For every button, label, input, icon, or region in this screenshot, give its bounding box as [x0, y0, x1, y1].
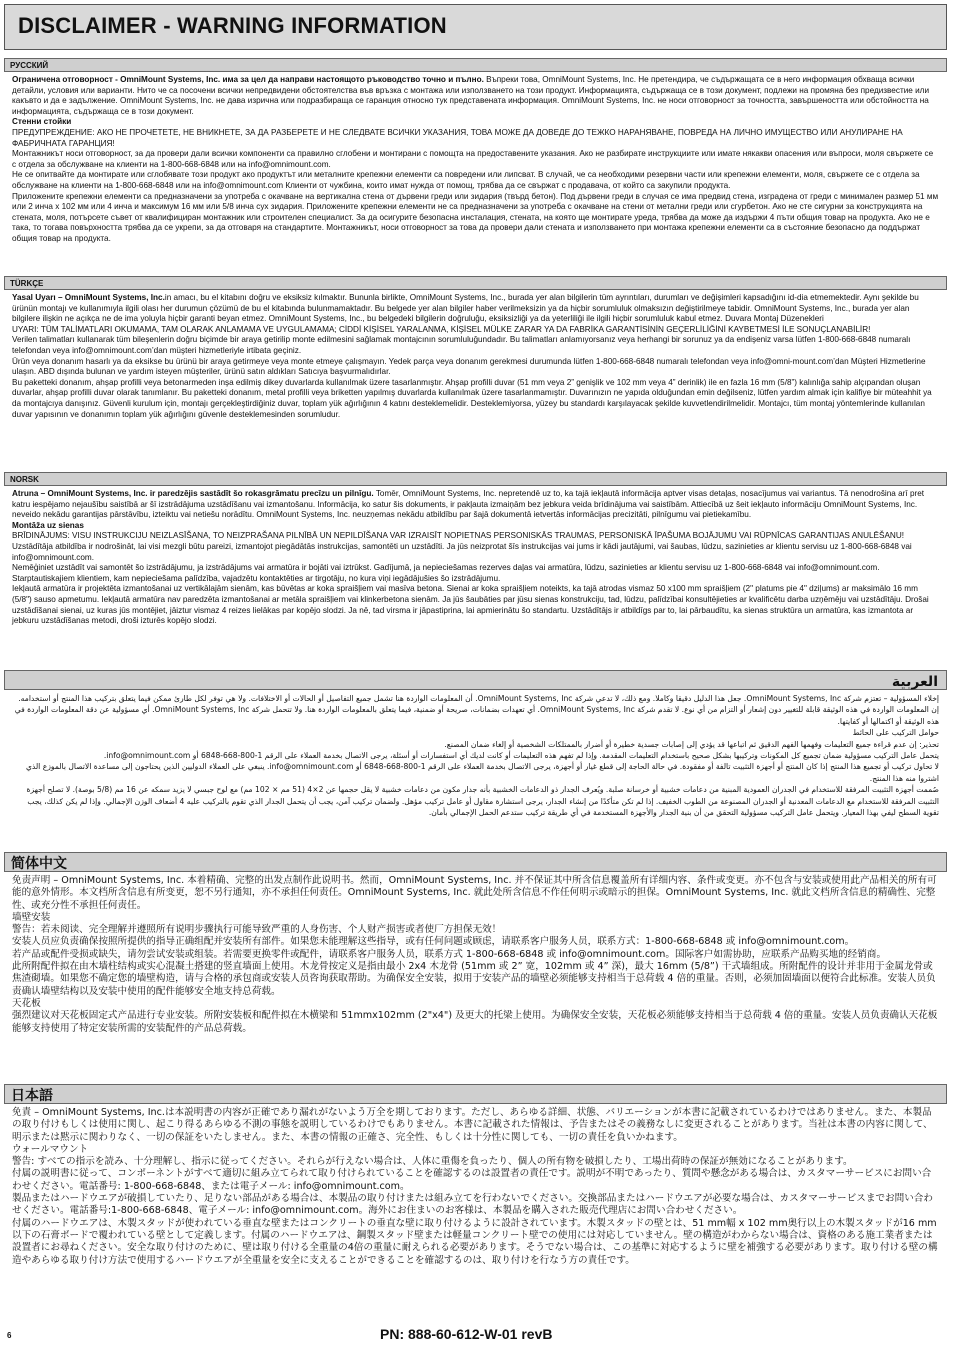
paragraph: Ürün veya donanım hasarlı ya da eksikse bu ürünü bir araya getirmeye veya monte etmeye çalışmayın. Yedek parça veya donanım gerekmesi durumunda lütfen 1-800-668-6848 numaralı telefondan veya info@omni-mount.com’dan Müşteri Hizmetlerine ulaşın. ABD dışında bulunan ve yardım isteyen müşteriler, ürünü satın aldıkları Satıcıya başvurmalıdırlar. — [12, 356, 926, 377]
paragraph: 警告: すべての指示を読み、十分理解し、指示に従ってください。それらが行えない場合は、人体に重傷を負ったり、個人の所有物を破損したり、工場出荷時の保証が無効になることがあります。 — [12, 1156, 853, 1168]
section-body-arabic — [4, 692, 947, 850]
paragraph: 若产品或配件受损或缺失，请勿尝试安装或组装。若需要更换零件或配件，请联系客户服务人员，联系方式 1-800-668-6848 或 info@omnimount.com。国际客户如需协助，应联系产品购买地的经销商。 — [12, 948, 887, 960]
section-body-turkish — [4, 292, 947, 470]
paragraph: Bu paketteki donanım, ahşap profilli veya betonarmeden inşa edilmiş dikey duvarlarda kullanılmak üzere tasarlanmıştır. Ahşap profilli duvar (51 mm veya 2” genişlik ve 102 mm veya 4” derinlik) ile en fazla 16 mm (5/8”) kalınlığa sahip alçıpandan oluşan duvarlar, ahşap profilli duvar olarak tanımlanır. Bu paketteki donanım, metal profilli veya briketten yapılmış duvarlarda kullanılmak üzere tasarlanmamıştır. Duvarınızın ne yapıda olduğundan emin değilseniz, lütfen yardım almak için kalifiye bir müteahhit ya da montajcıya danışınız. Güvenli kurulum için, montajı gerçekleştirdiğiniz duvar, toplam yük ağırlığının 4 katını desteklemelidir. Desteklemiyorsa, yüzey bu standardı karşılayacak şekilde kuvvetlendirilmelidir. Montajcı, tüm montaj yöntemlerinde kullanılan duvar yapısının ve donanımın toplam yük ağırlığını güvenle desteklemesinden sorumludur. — [12, 377, 932, 419]
subheading: Montāža uz sienas — [12, 520, 84, 530]
subheading: حوامل التركيب على الحائط — [852, 728, 939, 738]
section-header-label: 简体中文 — [11, 855, 67, 871]
title-bar — [4, 4, 947, 50]
section-header-label: TÜRKÇE — [10, 279, 44, 288]
paragraph: Iekļautā armatūra ir projektēta izmantošanai uz vertikālajām sienām, kas būvētas ar koka spraišļiem vai masīva betona. Sienai ar koka spraišļiem noteikts, ka tajā atrodas vismaz 50 x100 mm spraišļiem (2" platums pie 4" dziļums) ar maksimālo 16 mm (5/8") sauso apmetumu. Iekļautā armatūra nav paredzēta izmantošanai ar metāla spraišļiem vai klinkerbetona sienām. Ja jūs šaubāties par jūsu sienas konstrukciju, tad, lūdzu, palīdzībai konsultējieties ar kvalificētu darba uzņēmēju vai uzstādītāju. Drošai uzstādīšanai sienai, uz kuras jūs montējiet, jāiztur vismaz 4 reizes lielākas par kopējo slodzi. Ja nē, tad virsma ir jāpastiprina, lai apmierinātu šo standartu. Uzstādītājs ir atbildīgs par to, lai pārbaudītu, ka sienas struktūra un armatūra, kas izmantota ar jebkuru uzstādīšanas metodi, droši izturēs kopējo slodzi. — [12, 584, 929, 626]
paragraph: 付属のハードウエアは、木製スタッドが使われている垂直な壁またはコンクリートの垂直な壁に取り付けるように設計されています。木製スタッドの壁とは、51 mm幅 x 102 mm奥行以上の木製スタッドが16 mm以下の石膏ボードで覆われている壁として定義します。付属のハードウエアは、鋼製スタッド壁または軽量コンクリート壁での使用には対応していません。壁の構造がわからない場合は、資格のある施工業者または設置者にお尋ねください。安全な取り付けのために、壁は取り付ける全重量の4倍の重量に耐えられる必要があります。そうでない場合は、この基準に対応するように壁を補強する必要があります。取り付ける壁の構造やあらゆる取り付け方法で使用するハードウエアが全重量を安全に支えることができることを確認するのは、取り付けを行なう方の責任です。 — [12, 1217, 938, 1266]
section-body-russian — [4, 74, 947, 274]
paragraph: ПРЕДУПРЕЖДЕНИЕ: АКО НЕ ПРОЧЕТЕТЕ, НЕ ВНИКНЕТЕ, ЗА ДА РАЗБЕРЕТЕ И НЕ СЛЕДВАТЕ ВСИЧКИ УКАЗАНИЯ, ТОВА МОЖЕ ДА ДОВЕДЕ ДО ТЕЖКО НАРАНЯВАНЕ, ПОВРЕДА НА ЛИЧНО ИМУЩЕСТВО ИЛИ АНУЛИРАНЕ НА ФАБРИЧНАТА ГАРАНЦИЯ! — [12, 127, 903, 148]
section-body-norsk — [4, 488, 947, 670]
paragraph: 製品またはハードウエアが破損していたり、足りない部品がある場合は、本製品の取り付けまたは組み立てを行わないでください。交換部品またはハードウエアが必要な場合は、カスタマーサービスまでお問い合わせください。電話番号:1-800-668-6848、電子メール: info@omnimount.com。海外にお住まいのお客様は、本製品を購入された販売代理店にお問い合わせください。 — [12, 1193, 933, 1217]
section-header-label: РУССКИЙ — [10, 61, 49, 70]
section-header-russian — [4, 58, 947, 72]
section-body-japanese — [4, 1106, 947, 1330]
section-header-label: العربية — [891, 673, 938, 689]
paragraph: Приложените крепежни елементи са предназначени за употреба с окачване на вертикална стена от дървени греди или зидария (твърд бетон). Под дървени греди в случая се има предвид стена, изградена от греди с минимален размер 51 мм или 2 инча x 102 мм или 4 инча и максимум 16 мм или 5/8 инча сух зидария. Приложените крепежни елементи не са предназначени за употреба с окачване на стени от метални греди или сгурбетон. Ако не сте сигурни за конструкцията на стената, моля, потърсете съвет от квалифициран монтажник или строителен специалист. За да осигурите безопасна инсталация, стената, на която ще монтирате уреда, трябва да може да издържи 4 пъти общия товар на продукта. Ако не е така, то тогава повърхността трябва да се укрепи, за да отговаря на стандартите. Монтажникът, носи отговорност за това да провери дали стената и използването при монтажа крепежни елементи са в състояние безопасно да поддържат общия товар на продукта. — [12, 191, 939, 243]
paragraph: 付属の説明書に従って、コンポーネントがすべて適切に組み立てられて取り付けられていることを確認するのは設置者の責任です。説明が不明であったり、質問や懸念がある場合は、カスタマーサービスにお問い合わせください。電話番号: 1-800-668-6848、または電子メール: info@omnimount.com。 — [12, 1168, 932, 1192]
paragraph: 免责声明 – OmniMount Systems, Inc. 本着精确、完整的出发点制作此说明书。然而，OmniMount Systems, Inc. 并不保证其中所含信息覆盖所有详细内容、条件或变更。亦不包含与安装或使用此产品相关的所有可能的意外情形。本文档所含信息有所变更，恕不另行通知，亦不承担任何责任。OmniMount Systems, Inc. 就此处所含信息不作任何明示或暗示的担保。OmniMount Systems, Inc. 就此文档所含信息的精确性、完整性、或充分性不承担任何责任。 — [12, 875, 937, 911]
subheading: Стенни стойки — [12, 117, 72, 127]
section-header-turkish — [4, 276, 947, 290]
paragraph: تحذير: إن عدم قراءة جميع التعليمات وفهمها الفهم الدقيق ثم اتباعها قد يؤدي إلى إصابات جسدية خطيرة أو أضرار بالممتلكات الشخصية أو إلغاء ضمان المصنع. — [444, 739, 939, 749]
paragraph: 免責 – OmniMount Systems, Inc.は本説明書の内容が正確であり漏れがないよう万全を期しております。ただし、あらゆる詳細、状態、バリエーションが本書に記載されているわけではありません。また、本製品の取り付けもしくは使用に関し、起こり得るあらゆる不測の事態を説明しているわけでもありません。本書に記載された情報は、予告またはその義務なしに変更されることがあります。当社は本書の内容に関して、明示または黙示に関わりなく、一切の保証をいたしません。また、本書の情報の正確さ、完全性、もしくは十分性に関しても、一切の責任を負いかねます。 — [12, 1107, 933, 1143]
section-header-chinese — [4, 852, 947, 872]
paragraph: Не се опитвайте да монтирате или сглобявате този продукт ако продуктът или металните крепежни елементи са повредени или липсват. В случай, че са необходими резервни части или крепежни елементи, моля, свържете се с отдела за обслужване на клиенти на 1-800-668-6848 или на info@omnimount.com Клиенти от чужбина, които имат нужда от помощ, трябва да се свържат с продавача, от който са закупили продукта. — [12, 170, 920, 190]
paragraph: Atruna – OmniMount Systems, Inc. ir paredzējis sastādīt šo rokasgrāmatu precīzu un pilnīgu. Tomēr, OmniMount Systems, Inc. nepretendē uz to, ka tajā iekļautā informācija aptver visas detaļas, nosacījumus vai variantus. Tā nenodrošina arī pret katru iespējamo nejaušību saistībā ar šī izstrādājuma uzstādīšanu vai izmantošanu. Informācija, ko satur šis dokuments, ir pakļauta izmaiņām bez jebkura veida brīdinājuma vai saistībām. Attiecībā uz šeit iekļauto informāciju OmniMount Systems, Inc. neveido nekādu garantijas pārstāvību, izteiktu vai netiešu norādītu. OmniMount Systems, Inc. neuzņemas nekādu atbildību par šajā dokumentā ietvertās informācijas precizitāti, pilnīgumu vai pietiekamību. — [12, 489, 925, 520]
paragraph: Uzstādītāja atbildība ir nodrošināt, lai visi mezgli būtu pareizi, izmantojot piegādātās instrukcijas, samontēti un uzstādīti. Ja jūs neizprotat šīs instrukcijas vai jums ir kādi jautājumi, vai šaubas, lūdzu, sazinieties ar klientu servisu uz 1-800-668-6848 vai info@omnimount.com. — [12, 541, 912, 562]
paragraph: إخلاء المسؤولية – تعتزم شركة OmniMount Systems, Inc. جعل هذا الدليل دقيقا وكاملا. ومع ذلك، لا تدعي شركة OmniMount Systems, Inc. أن المعلومات الواردة هنا تشمل جميع التفاصيل أو الحالات أو الاختلافات. ولا هي توفر لكل طارئ ممكن فيما يتعلق بتركيب هذا المنتج أو استخدامه. إن المعلومات الواردة في هذه الوثيقة قابلة للتغيير دون إشعار أو التزام من أي نوع. لا تقدم شركة OmniMount Systems, Inc. أي تعهدات بضمانات، صريحة أو ضمنية، فيما يتعلق بالمعلومات الواردة هنا. ولا تتحمل شركة OmniMount Systems, Inc. أي مسؤولية عن دقة المعلومات الواردة في هذه الوثيقة أو اكتمالها أو كفايتها. — [14, 694, 939, 726]
paragraph: يتحمل عامل التركيب مسؤولية ضمان تجميع كل المكونات وتركيبها بشكل صحيح باستخدام التعليمات المقدمة. وإذا لم تفهم هذه التعليمات أو كانت لديك أي استفسارات أو أسئلة، يرجى الاتصال بخدمة العملاء على الرقم 1-800-668-6848 أو info@omnimount.com. — [103, 751, 939, 761]
section-header-label: NORSK — [10, 475, 39, 484]
paragraph: Verilen talimatları kullanarak tüm bileşenlerin doğru biçimde bir araya getirilip monte edilmesini sağlamak montajcının sorumluluğundadır. Bu talimatları anlamıyorsanız veya herhangi bir sorunuz ya da endişeniz varsa lütfen 1-800-668-6848 numaralı telefondan veya info@omnimount.com’dan müşteri hizmetleriyle irtibata geçiniz. — [12, 335, 911, 355]
page-number: 6 — [7, 1331, 12, 1340]
subheading: 天花板 — [12, 997, 41, 1009]
section-header-norsk — [4, 472, 947, 486]
paragraph: 强烈建议对天花板固定式产品进行专业安装。所附安装板和配件拟在木横梁和 51mmx102mm (2"x4") 及更大的托梁上使用。为确保安全安装，天花板必须能够支持相当于总荷载 4 倍的重量。安装人员负责确认天花板能够支持使用了特定安装所需的安装配件的产品总荷载。 — [12, 1010, 938, 1034]
paragraph: 警告：若未阅读、完全理解并遵照所有说明步骤执行可能导致严重的人身伤害、个人财产损害或者使厂方担保无效！ — [12, 924, 502, 936]
page-title: DISCLAIMER - WARNING INFORMATION — [18, 13, 447, 38]
paragraph: صُممت أجهزة التثبيت المرفقة للاستخدام في الجدران العمودية المبنية من دعامات خشبية أو خرسانة صلبة. ويُعرف الجدار ذو الدعامات الخشبية بأنه جدار مكون من دعامات خشبية لا يقل حجمها عن 2×4 (51 مم × 102 مم) مع لوح جبسي لا يزيد سمكه عن 16 مم (5/8 بوصة). لا تصلح أجهزة التثبيت المرفقة للاستخدام مع الدعامات المعدنية أو الجدران المصنوعة من الطوب الخفيف. إذا لم تكن متأكدًا من إنشاء الجدار، يرجى استشارة مقاول أو عامل تركيب مؤهل. ولضمان تركيب آمن، يجب أن يتحمل الجدار الذي تقوم بالتركيب عليه 4 أضعاف الوزن الإجمالي. وإذا لم يكن كذلك، يجب تقوية السطح ليفي بهذا المعيار. ويتحمل عامل التركيب مسؤولية التحقق من أن بنية الجدار والأجهزة المستخدمة في أي طريقة تركيب ستدعم الحمل الإجمالي بأمان. — [26, 785, 939, 818]
paragraph: Nemēģiniet uzstādīt vai samontēt šo izstrādājumu, ja izstrādājums vai armatūra ir bojāti vai iztrūkst. Gadījumā, ja nepieciešamas rezerves daļas vai armatūra, lūdzu, sazinieties ar klientu servisu uz 1-800-668-6848 vai info@omnimount.com. Starptautiskajiem klientiem, kam nepieciešama palīdzība, vajadzētu kontaktēties ar tirgotāju, no kura viņi iegādājušies šo izstrādājumu. — [12, 563, 880, 583]
paragraph: UYARI: TÜM TALİMATLARI OKUMAMA, TAM OLARAK ANLAMAMA VE UYGULAMAMA; CİDDİ KİŞİSEL YARALANMA, KİŞİSEL MÜLKE ZARAR YA DA FABRİKA GARANTİSİNİN GEÇERLİLİĞİNİ KAYBETMESİ İLE SONUÇLANABİLİR! — [12, 324, 871, 334]
paragraph: لا تحاول تركيب أو تجميع هذا المنتج إذا كان المنتج أو أجهزة التثبيت تالفة أو مفقودة. في حالة الحاجة إلى قطع غيار أو أجهزة، يرجى الاتصال بخدمة العملاء على الرقم 1-800-668-6848 أو info@omnimount.com. ينبغي على العملاء الدوليين الذين يحتاجون إلى مساعدة الاتصال بالموزع الذي اشتروا منه هذا المنتج. — [25, 762, 939, 783]
paragraph: 安装人员应负责确保按照所提供的指导正确组配并安装所有部件。如果您未能理解这些指导，或有任何问题或顾虑，请联系客户服务人员，联系方式：1-800-668-6848 或 info@omnimount.com。 — [12, 936, 855, 948]
paragraph: Yasal Uyarı – OmniMount Systems, Inc.in amacı, bu el kitabını doğru ve eksiksiz kılmaktır. Bununla birlikte, OmniMount Systems, Inc., burada yer alan bilgilerin tüm ayrıntıları, durumları ve değişimleri kapsadığını id-dia etmemektedir. Aynı şekilde bu ürünün montajı ve kullanımıyla ilgili olası her durumun çözümü de bu el kitabında bulunmamaktadır. Bu belgede yer alan bilgiler haber verilmeksizin ya da hiçbir sorumluluk olmaksızın değiştirilmeye tabidir. OmniMount Systems, Inc., burada yer alan bilgilere ilişkin ne açıkça ne de ima yoluyla hiçbir garanti beyan etmez. OmniMount Systems, Inc., bu belgedeki bilgilerin doğruluğu, eksiksizliği ya da yeterliliği ile ilgili hiçbir sorumluluk kabul etmez. Duvara Montaj Düzenekleri — [12, 293, 919, 324]
paragraph: Монтажникът носи отговорност, за да провери дали всички компоненти са правилно сглобени и монтирани с помощта на предоставените указания. Ако не разбирате инструкциите или имате някакви опасения или въпроси, моля свържете се с отдела за обслужване на клиенти на 1-800-668-6848 или на info@omnimount.com. — [12, 149, 934, 169]
paragraph: 此所附配件拟在由木墙柱结构或实心混凝土搭建的竖直墙面上使用。木龙骨按定义是指由最小 2x4 木龙骨 (51mm 或 2” 宽，102mm 或 4” 深)，最大 16mm (5/8”) 干式墙组成。所附配件的设计并非用于金属龙骨或焦渣砌墙。如果您不确定您的墙壁构造，请与合格的承包商或安装人员咨询获取帮助。为确保安全安装，拟用于安装产品的墙壁必须能够支持相当于总荷载 4 倍的重量。否则，必须加固墙面以便符合此标准。安装人员负责确认墙壁结构以及安装中使用的配件能够安全地支持总荷载。 — [12, 961, 936, 997]
subheading: 墙壁安装 — [12, 911, 51, 923]
section-header-label: 日本語 — [11, 1087, 53, 1103]
section-body-chinese — [4, 874, 947, 1082]
paragraph: BRĪDINĀJUMS: VISU INSTRUKCIJU NEIZLASĪŠANA, TO NEIZPRAŠANA PILNĪBĀ UN NEPILDĪŠANA VAR IZRAISĪT NOPIETNAS PERSONISKĀS TRAUMAS, PERSONISKĀ ĪPAŠUMA BOJĀJUMU VAI RŪPNĪCAS GARANTIJAS ANULĒŠANU! — [12, 531, 905, 541]
section-header-japanese — [4, 1084, 947, 1104]
document-page — [4, 4, 949, 1334]
part-number: PN: 888-60-612-W-01 revB — [380, 1326, 553, 1342]
section-header-arabic — [4, 670, 947, 690]
paragraph: Ограничена отговорност - OmniMount Systems, Inc. има за цел да направи настоящото ръководство точно и пълно. Въпреки това, OmniMount Systems, Inc. Не претендира, че съдържащата се в него информация обхваща всички детайли, условия или варианти. Нито че са посочени всички непредвидени обстоятелства във връзка с монтажа или използването на този продукт. Информацията, съдържаща се в този документ, подлежи на промяна без предизвестие или какъвто и да е задължение. OmniMount Systems, Inc. не дава изрична или подразбираща се гаранция относно тук представената информация. OmniMount Systems, Inc. не носи отговорност за точността, завършеността или обстойността на информацията, съдържаща се в този документ. — [12, 75, 930, 116]
subheading: ウォールマウント — [12, 1143, 89, 1155]
